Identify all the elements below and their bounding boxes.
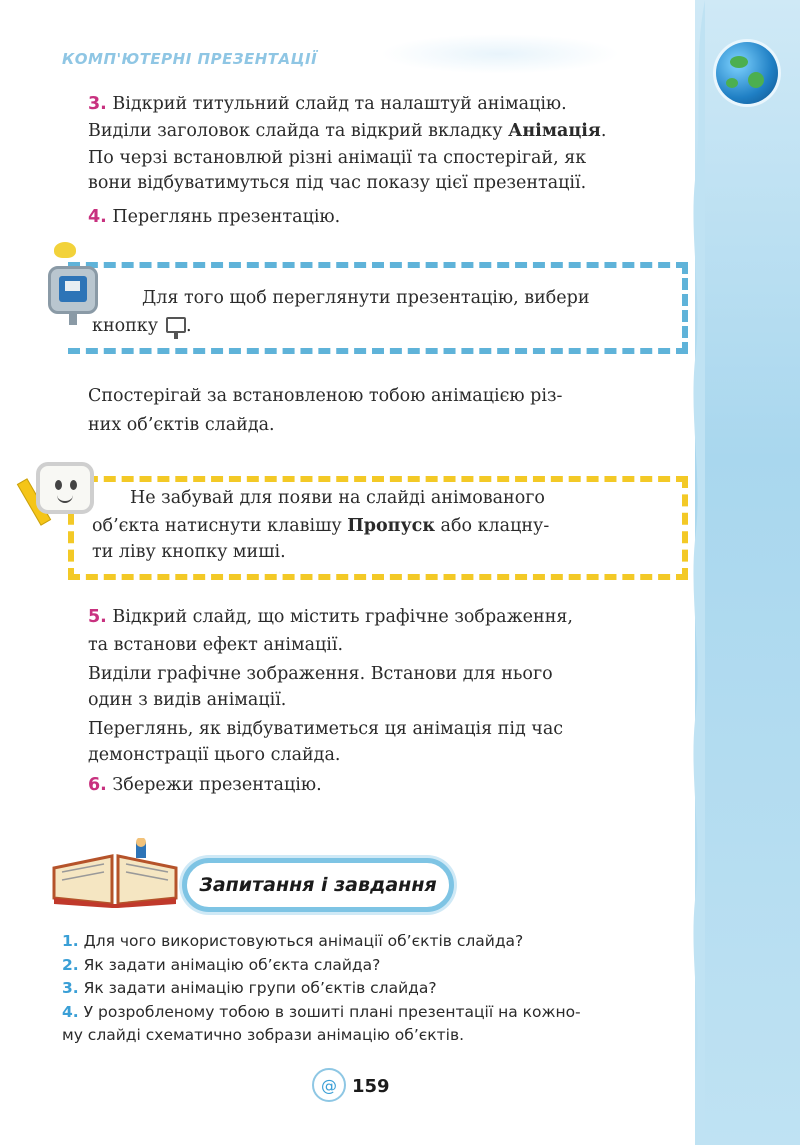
text: . — [600, 121, 607, 141]
list-item — [62, 1024, 702, 1048]
question-number: 4. — [62, 1002, 79, 1021]
question-text: Для чого використовуються анімації об’єктів слайда? — [83, 932, 524, 950]
step-number: 5. — [88, 607, 107, 627]
question-text: Як задати анімацію групи об’єктів слайда? — [83, 979, 437, 997]
tip-blue-line-1: Для того щоб переглянути презентацію, вибери — [142, 288, 590, 308]
question-number: 2. — [62, 955, 79, 974]
text: . — [186, 316, 192, 336]
step-6 — [88, 773, 688, 798]
list-item — [62, 1001, 702, 1025]
step-5-line-3: Виділи графічне зображення. Встанови для нього — [88, 664, 553, 684]
side-decoration-panel — [695, 0, 800, 1145]
step-3-line-2 — [88, 119, 688, 144]
text: кнопку — [92, 316, 159, 336]
list-item — [62, 930, 702, 954]
step-number: 3. — [88, 94, 107, 114]
tip-yellow-line-1: Не забувай для появи на слайді анімованого — [130, 488, 545, 508]
step-5-line-2: та встанови ефект анімації. — [88, 635, 344, 655]
step-4 — [88, 205, 688, 230]
step-text: Відкрий слайд, що містить графічне зображення, — [112, 607, 573, 627]
step-3-line-3: По черзі встановлюй різні анімації та спостерігай, як — [88, 148, 587, 168]
tip-blue-line-2 — [92, 314, 692, 339]
step-number: 6. — [88, 775, 107, 795]
step-5-line-5: Переглянь, як відбуватиметься ця анімація під час — [88, 719, 564, 739]
tip-yellow-line-2 — [92, 514, 692, 539]
step-5-line-4: один з видів анімації. — [88, 690, 287, 710]
text: об’єкта натиснути клавішу — [92, 516, 348, 536]
globe-icon — [716, 42, 778, 104]
observe-line-1: Спостерігай за встановленою тобою анімацією різ- — [88, 386, 563, 406]
step-5 — [88, 605, 688, 630]
questions-list — [62, 930, 702, 1048]
monitor-face-icon — [36, 462, 94, 514]
bird-icon — [54, 242, 76, 258]
questions-banner: Запитання і завдання — [182, 858, 454, 912]
question-text: Як задати анімацію об’єкта слайда? — [83, 955, 381, 974]
open-book-icon — [50, 838, 180, 908]
tab-name: Анімація — [508, 121, 601, 141]
text: Виділи заголовок слайда та відкрий вкладку — [88, 121, 509, 141]
question-text: У розробленому тобою в зошиті плані презентації на кожно- — [83, 1002, 581, 1021]
step-text: Відкрий титульний слайд та налаштуй анімацію. — [112, 94, 567, 114]
list-item — [62, 954, 702, 978]
question-number: 1. — [62, 932, 79, 950]
step-5-line-6: демонстрації цього слайда. — [88, 745, 341, 765]
question-text: му слайді схематично зобрази анімацію об’єктів. — [62, 1026, 465, 1044]
list-item — [62, 977, 702, 1001]
section-title: КОМП'ЮТЕРНІ ПРЕЗЕНТАЦІЇ — [62, 50, 318, 68]
tip-yellow-line-3: ти ліву кнопку миші. — [92, 542, 286, 562]
step-number: 4. — [88, 207, 107, 227]
step-text: Збережи презентацію. — [112, 775, 322, 795]
question-number: 3. — [62, 979, 79, 997]
step-text: Переглянь презентацію. — [112, 207, 341, 227]
step-3-line-4: вони відбуватимуться під час показу цієї презентації. — [88, 173, 587, 193]
observe-line-2: них об’єктів слайда. — [88, 415, 275, 435]
text: або клацну- — [434, 516, 550, 536]
header-cloud — [380, 34, 620, 74]
save-disk-icon — [48, 266, 98, 314]
presentation-icon — [166, 317, 186, 333]
step-3 — [88, 92, 688, 117]
page-number: 159 — [352, 1076, 390, 1097]
key-name: Пропуск — [347, 516, 435, 536]
at-icon: @ — [312, 1068, 346, 1102]
